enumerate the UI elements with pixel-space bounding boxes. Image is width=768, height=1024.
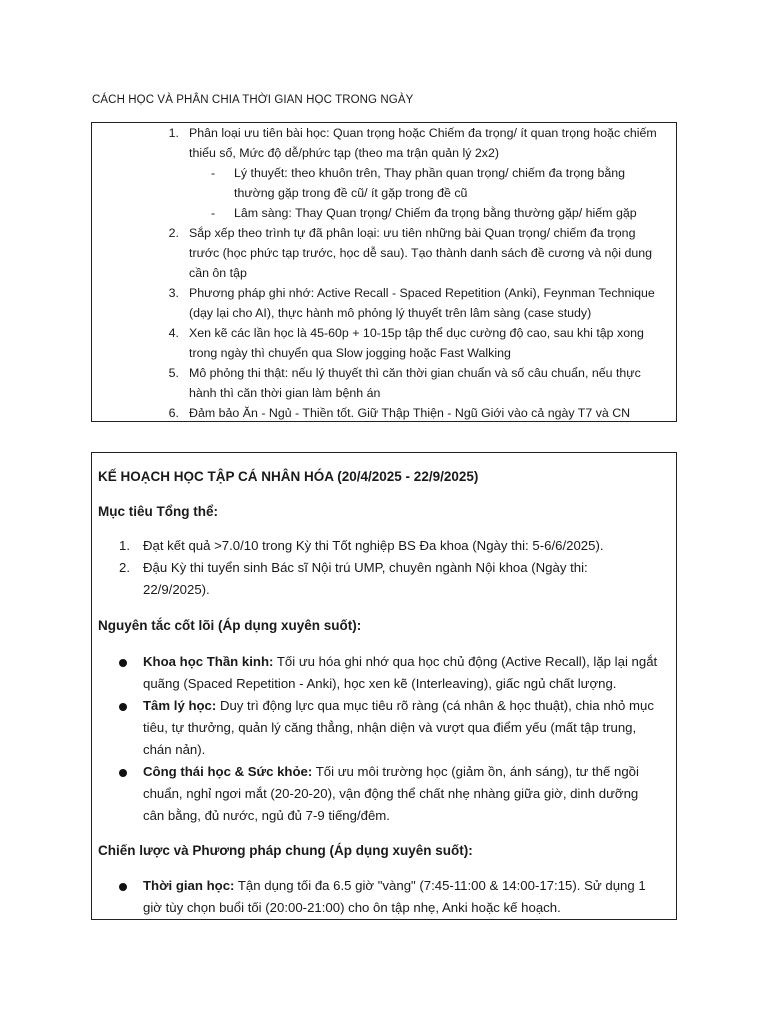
strategy-label: Thời gian học: xyxy=(143,878,235,893)
list-item-line: (dạy lại cho AI), thực hành mô phỏng lý thuyết trên lâm sàng (case study) xyxy=(189,306,592,320)
list-item-line: Phương pháp ghi nhớ: Active Recall - Spaced Repetition (Anki), Feynman Technique xyxy=(189,286,655,300)
principle-text: Tối ưu hóa ghi nhớ qua học chủ động (Active Recall), lặp lại ngắt xyxy=(273,654,658,669)
list-item-line: Đảm bảo Ăn - Ngủ - Thiền tốt. Giữ Thập Thiện - Ngũ Giới vào cả ngày T7 và CN xyxy=(189,406,631,420)
sub-item-line: thường gặp trong đề cũ/ ít gặp trong đề cũ xyxy=(234,186,468,200)
list-number: 2. xyxy=(168,226,179,240)
goal-line: 22/9/2025). xyxy=(143,582,210,597)
principle-text: Duy trì động lực qua mục tiêu rõ ràng (cá nhân & học thuật), chia nhỏ mục xyxy=(216,698,654,713)
goal-line: Đạt kết quả >7.0/10 trong Kỳ thi Tốt nghiệp BS Đa khoa (Ngày thi: 5-6/6/2025). xyxy=(143,538,604,553)
list-item-line: thiểu số, Mức độ dễ/phức tạp (theo ma trận quản lý 2x2) xyxy=(189,146,500,160)
principle-line xyxy=(143,761,639,783)
goal-line: Đậu Kỳ thi tuyển sinh Bác sĩ Nội trú UMP, chuyên ngành Nội khoa (Ngày thi: xyxy=(143,560,588,575)
list-number: 5. xyxy=(168,366,179,380)
list-number: 4. xyxy=(168,326,179,340)
list-item-line: Phân loại ưu tiên bài học: Quan trọng hoặc Chiếm đa trọng/ ít quan trọng hoặc chiếm xyxy=(189,126,657,140)
principle-label: Công thái học & Sức khỏe: xyxy=(143,764,313,779)
study-method-box xyxy=(91,122,677,422)
principle-line xyxy=(143,651,657,673)
principle-line: chán nản). xyxy=(143,742,206,757)
principle-line xyxy=(143,695,654,717)
strategy-line xyxy=(143,875,646,897)
list-number: 6. xyxy=(168,406,179,420)
sub-item-dash: - xyxy=(211,206,216,220)
list-number: 3. xyxy=(168,286,179,300)
bullet-icon xyxy=(119,703,127,711)
plan-title: KẾ HOẠCH HỌC TẬP CÁ NHÂN HÓA (20/4/2025 - 22/9/2025) xyxy=(98,469,479,484)
list-item-line: hành thì căn thời gian làm bệnh án xyxy=(189,386,381,400)
page-title: CÁCH HỌC VÀ PHÂN CHIA THỜI GIAN HỌC TRONG NGÀY xyxy=(92,94,414,106)
list-item-line: Xen kẽ các lần học là 45-60p + 10-15p tập thể dục cường độ cao, sau khi tập xong xyxy=(189,326,644,340)
list-item-line: Sắp xếp theo trình tự đã phân loại: ưu tiên những bài Quan trọng/ chiếm đa trọng xyxy=(189,226,636,240)
principle-label: Tâm lý học: xyxy=(143,698,217,713)
study-plan-box xyxy=(91,452,677,920)
principle-line: tiêu, tự thưởng, quản lý căng thẳng, nhận diện và vượt qua điểm yếu (mất tập trung, xyxy=(143,720,637,735)
list-item-line: Mô phỏng thi thật: nếu lý thuyết thì căn thời gian chuẩn và số câu chuẩn, nếu thực xyxy=(189,366,641,380)
list-item-line: trong ngày thì chuyển qua Slow jogging hoặc Fast Walking xyxy=(189,346,511,360)
goal-number: 2. xyxy=(119,560,130,575)
goal-number: 1. xyxy=(119,538,130,553)
strategy-line: giờ tùy chọn buổi tối (20:00-21:00) cho ôn tập nhẹ, Anki hoặc kế hoạch. xyxy=(143,900,561,915)
principle-line: cân bằng, đủ nước, ngủ đủ 7-9 tiếng/đêm. xyxy=(143,808,390,823)
bullet-icon xyxy=(119,883,127,891)
list-item-line: cần ôn tập xyxy=(189,266,247,280)
strategy-heading: Chiến lược và Phương pháp chung (Áp dụng xuyên suốt): xyxy=(98,843,473,858)
sub-item-dash: - xyxy=(211,166,216,180)
principle-text: Tối ưu môi trường học (giảm ồn, ánh sáng), tư thế ngồi xyxy=(312,764,639,779)
principle-line: quãng (Spaced Repetition - Anki), học xen kẽ (Interleaving), giấc ngủ chất lượng. xyxy=(143,676,617,691)
goals-heading: Mục tiêu Tổng thể: xyxy=(98,504,218,519)
bullet-icon xyxy=(119,769,127,777)
principle-label: Khoa học Thần kinh: xyxy=(143,654,274,669)
sub-item-line: Lý thuyết: theo khuôn trên, Thay phần quan trọng/ chiếm đa trọng bằng xyxy=(234,166,626,180)
bullet-icon xyxy=(119,659,127,667)
sub-item-line: Lâm sàng: Thay Quan trọng/ Chiếm đa trọng bằng thường gặp/ hiếm gặp xyxy=(234,206,637,220)
strategy-text: Tận dụng tối đa 6.5 giờ "vàng" (7:45-11:00 & 14:00-17:15). Sử dụng 1 xyxy=(234,878,646,893)
list-number: 1. xyxy=(168,126,179,140)
list-item-line: trước (học phức tạp trước, học dễ sau). Tạo thành danh sách đề cương và nội dung xyxy=(189,246,653,260)
principle-line: chuẩn, nghỉ ngơi mắt (20-20-20), vận động thể chất nhẹ nhàng giữa giờ, dinh dưỡng xyxy=(143,786,639,801)
principles-heading: Nguyên tắc cốt lõi (Áp dụng xuyên suốt): xyxy=(98,618,362,633)
